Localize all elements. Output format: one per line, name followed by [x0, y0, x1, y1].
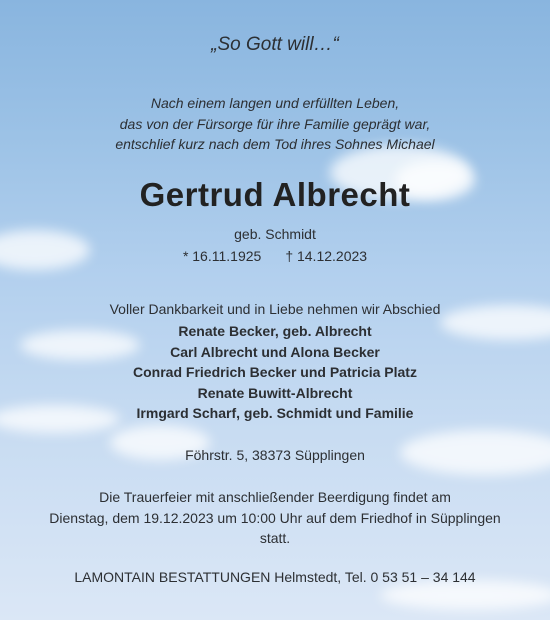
motto: „So Gott will…“: [211, 34, 339, 55]
birth-date: * 16.11.1925: [182, 248, 262, 264]
mourners-list: [0, 321, 550, 424]
mourner: Conrad Friedrich Becker und Patricia Platz: [133, 364, 417, 380]
death-date: † 14.12.2023: [285, 248, 368, 264]
deceased-name: Gertrud Albrecht: [139, 176, 411, 213]
mourner: Renate Becker, geb. Albrecht: [178, 323, 372, 339]
life-dates: [0, 248, 550, 264]
service-line: Die Trauerfeier mit anschließender Beerdigung findet am: [99, 489, 451, 505]
mourner: Irmgard Scharf, geb. Schmidt und Familie: [136, 405, 414, 421]
service-line: Dienstag, dem 19.12.2023 um 10:00 Uhr auf dem Friedhof in Süpplingen: [49, 509, 501, 526]
service-info: [0, 487, 550, 549]
intro-line: Nach einem langen und erfüllten Leben,: [150, 95, 400, 111]
farewell-text: Voller Dankbarkeit und in Liebe nehmen wir Abschied: [109, 301, 441, 317]
intro-text: [0, 93, 550, 155]
maiden-name: geb. Schmidt: [234, 226, 316, 242]
intro-line: entschlief kurz nach dem Tod ihres Sohnes Michael: [115, 136, 435, 152]
mourner: Renate Buwitt-Albrecht: [197, 384, 353, 401]
intro-line: das von der Fürsorge für ihre Familie geprägt war,: [119, 115, 431, 132]
service-line: statt.: [259, 530, 291, 546]
funeral-home: LAMONTAIN BESTATTUNGEN Helmstedt, Tel. 0 53 51 – 34 144: [74, 569, 476, 585]
mourner: Carl Albrecht und Alona Becker: [170, 343, 380, 360]
address: Föhrstr. 5, 38373 Süpplingen: [185, 447, 365, 463]
